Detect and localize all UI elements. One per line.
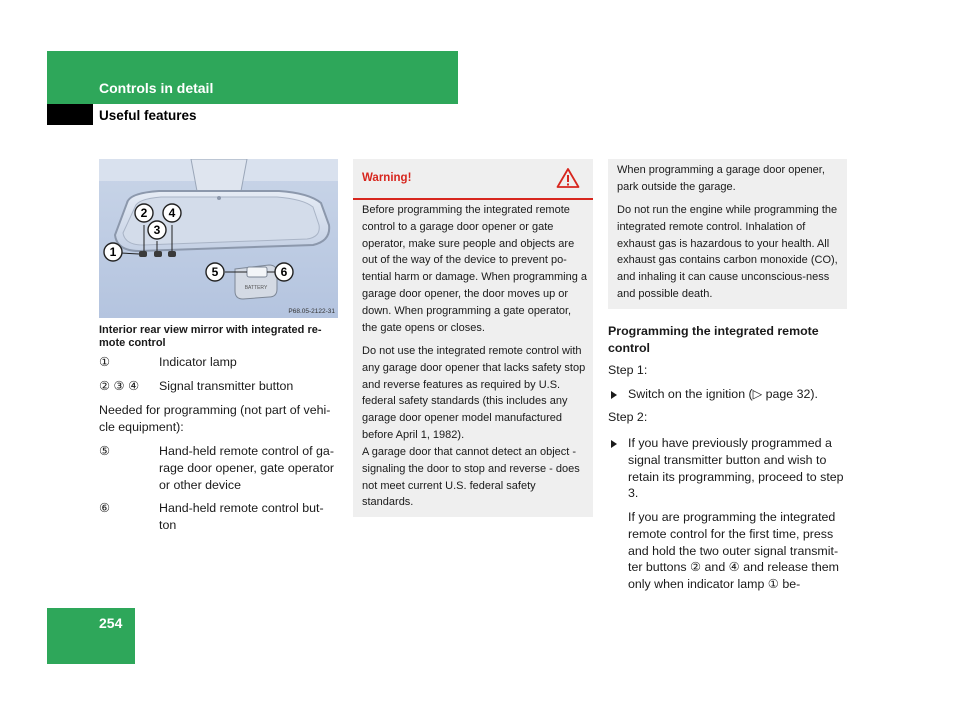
mirror-figure (99, 159, 338, 318)
legend-item: ② ③ ④ Signal transmitter button (99, 379, 294, 393)
warning-box (353, 159, 593, 517)
callout-5 (206, 263, 224, 281)
warning-triangle-icon (556, 167, 580, 189)
step-label: Step 2: (608, 410, 648, 424)
page-number: 254 (99, 615, 123, 631)
callout-3 (148, 221, 166, 239)
legend-item: ① Indicator lamp (99, 355, 237, 369)
warning-label: Warning! (362, 172, 412, 184)
programming-heading: Programming the integrated remote control (608, 324, 819, 355)
note-paragraph: When programming a garage door opener, park outside the garage. (617, 164, 825, 193)
callout-1 (104, 243, 122, 261)
svg-text:1: 1 (109, 245, 117, 259)
warning-paragraph: Before programming the integrated remote control to a garage door opener or gate operator, make sure people and objects are out of the way of the device to prevent po-tential harm or damage. When programming a garage door opener, the door moves up or down. When programming a gate operator, the gate opens or closes. (362, 204, 587, 334)
legend-item: ⑥ Hand-held remote control but-ton (99, 501, 324, 532)
bullet-arrow-icon (611, 440, 617, 448)
warning-header (353, 159, 593, 200)
figure-code: P68.05-2122-31 (288, 308, 335, 315)
svg-text:6: 6 (280, 265, 288, 279)
step-label: Step 1: (608, 363, 648, 377)
bullet-item: Switch on the ignition (▷ page 32). (608, 386, 852, 403)
header-band (47, 51, 458, 104)
subsection-marker (47, 104, 93, 125)
svg-text:5: 5 (211, 265, 219, 279)
bullet-item: If you have previously programmed a signal transmitter button and wish to retain its programming, proceed to step 3. (608, 435, 852, 503)
subsection-title: Useful features (99, 108, 197, 123)
callout-6 (275, 263, 293, 281)
warning-paragraph: A garage door that cannot detect an object - signaling the door to stop and reverse - does not meet current U.S. federal safety standards. (362, 446, 580, 509)
note-box (608, 159, 847, 309)
figure-caption: Interior rear view mirror with integrated re-mote control (99, 324, 322, 349)
section-title: Controls in detail (99, 80, 214, 96)
svg-text:2: 2 (140, 206, 148, 220)
device-label: BATTERY (244, 285, 268, 291)
warning-paragraph: Do not use the integrated remote control with any garage door opener that lacks safety stop and reverse features as required by U.S. federal safety standards (this includes any garage door opener model manufactured before April 1, 1982). (362, 345, 586, 441)
svg-text:3: 3 (153, 223, 161, 237)
note-paragraph: Do not run the engine while programming the integrated remote control. Inhalation of exhaust gas is hazardous to your health. All exhaust gas contains carbon monoxide (CO), and inhaling it can cause unconscious-ness and possible death. (617, 204, 838, 300)
callout-4 (163, 204, 181, 222)
legend-item: ⑤ Hand-held remote control of ga-rage door opener, gate operator or other device (99, 444, 334, 492)
callout-2 (135, 204, 153, 222)
bullet-arrow-icon (611, 391, 617, 399)
continuation-paragraph: If you are programming the integrated remote control for the first time, press and hold the two outer signal transmit-ter buttons ② and ④ and release them only when indicator lamp ① be- (628, 510, 839, 592)
svg-text:4: 4 (168, 206, 176, 220)
needed-intro: Needed for programming (not part of vehi-cle equipment): (99, 403, 331, 434)
